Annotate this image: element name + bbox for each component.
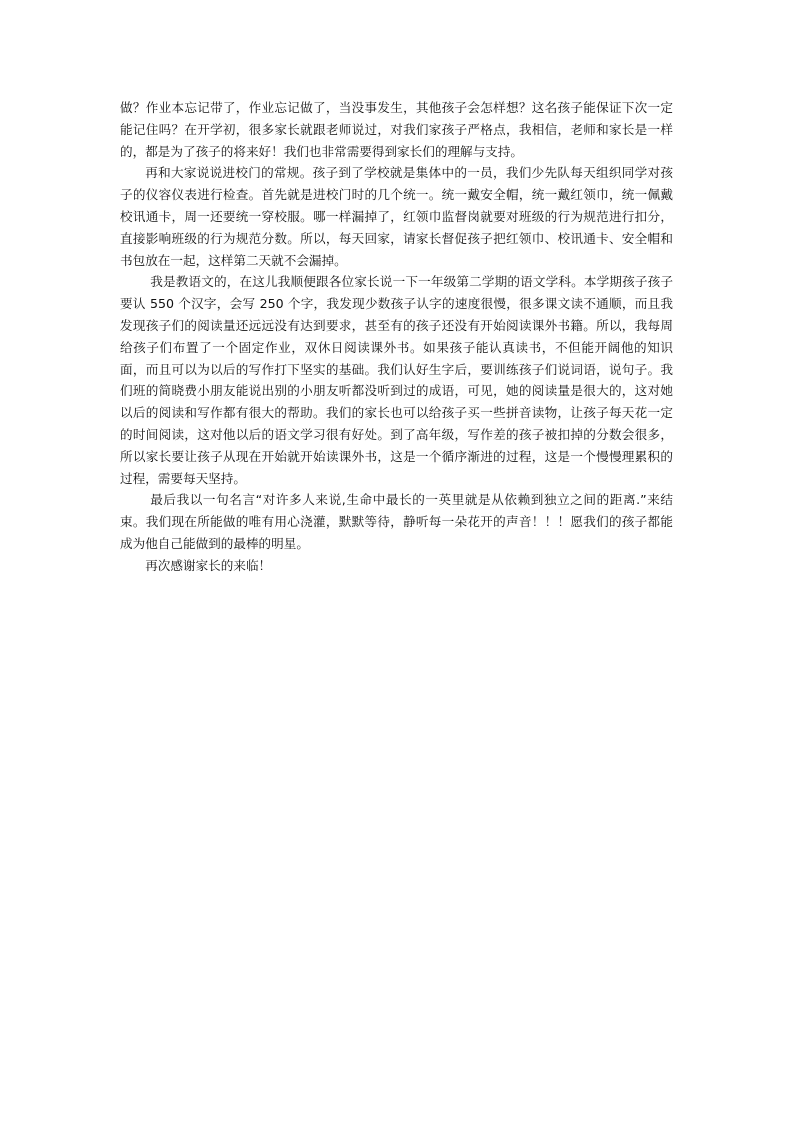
document-body — [120, 97, 673, 577]
paragraph-closing-quote: 最后我以一句名言“对许多人来说,生命中最长的一英里就是从依赖到独立之间的距离.”来结束。我们现在所能做的唯有用心浇灌，默默等待，静听每一朵花开的声音！！！愿我们的孩子都能成为他自己能做到的最棒的明星。 — [120, 492, 673, 551]
paragraph-thanks: 再次感谢家长的来临！ — [145, 557, 272, 573]
paragraph-homework-responsibility: 做？作业本忘记带了，作业忘记做了，当没事发生，其他孩子会怎样想？这名孩子能保证下次一定能记住吗？在开学初，很多家长就跟老师说过，对我们家孩子严格点，我相信，老师和家长是一样的，都是为了孩子的将来好！我们也非常需要得到家长们的理解与支持。 — [120, 100, 673, 159]
paragraph-chinese-subject: 我是教语文的，在这儿我顺便跟各位家长说一下一年级第二学期的语文学科。本学期孩子孩子要认 550 个汉字，会写 250 个字，我发现少数孩子认字的速度很慢，很多课文读不通顺，而且我发现孩子们的阅读量还远远没有达到要求，甚至有的孩子还没有开始阅读课外书籍。所以，我每周给孩子们布置了一个固定作业，双休日阅读课外书。如果孩子能认真读书，不但能开阔他的知识面，而且可以为以后的写作打下坚实的基础。我们认好生字后，要训练孩子们说词语，说句子。我们班的简晓费小朋友能说出别的小朋友听都没听到过的成语，可见，她的阅读量是很大的，这对她以后的阅读和写作都有很大的帮助。我们的家长也可以给孩子买一些拼音读物，让孩子每天花一定的时间阅读，这对他以后的语文学习很有好处。到了高年级，写作差的孩子被扣掉的分数会很多，所以家长要让孩子从现在开始就开始读课外书，这是一个循序渐进的过程，这是一个慢慢理累积的过程，需要每天坚持。 — [120, 274, 673, 486]
paragraph-school-entry-rules: 再和大家说说进校门的常规。孩子到了学校就是集体中的一员，我们少先队每天组织同学对孩子的仪容仪表进行检查。首先就是进校门时的几个统一。统一戴安全帽，统一戴红领巾，统一佩戴校讯通卡，周一还要统一穿校服。哪一样漏掉了，红领巾监督岗就要对班级的行为规范进行扣分，直接影响班级的行为规范分数。所以，每天回家，请家长督促孩子把红领巾、校讯通卡、安全帽和书包放在一起，这样第二天就不会漏掉。 — [120, 165, 673, 268]
